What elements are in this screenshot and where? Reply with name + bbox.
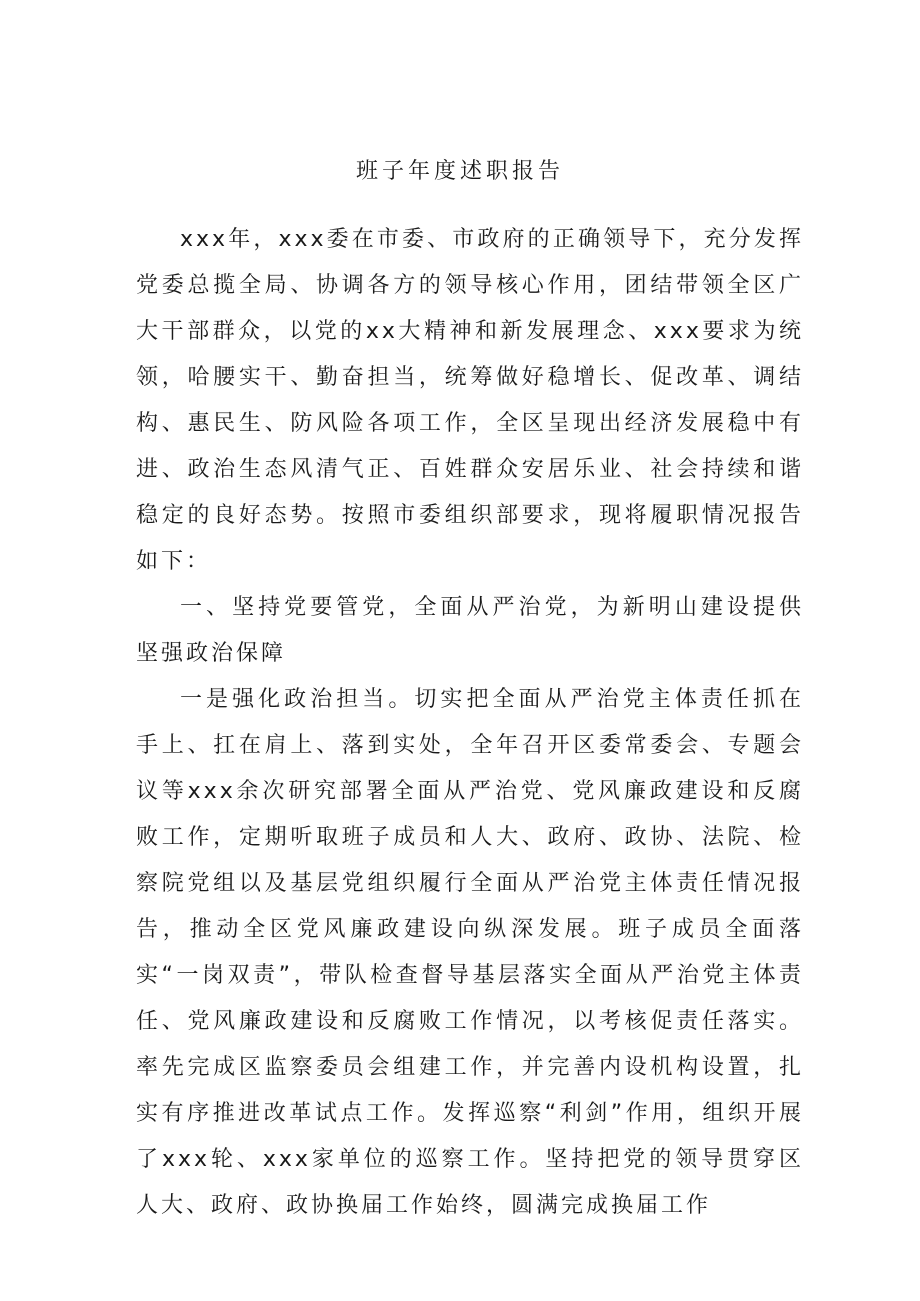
paragraph-intro: xxx年，xxx委在市委、市政府的正确领导下，充分发挥党委总揽全局、协调各方的领导核心作用，团结带领全区广大干部群众，以党的xx大精神和新发展理念、xxx要求为统领，哈腰实干、勤奋担当，统筹做好稳增长、促改革、调结构、惠民生、防风险各项工作，全区呈现出经济发展稳中有进、政治生态风清气正、百姓群众安居乐业、社会持续和谐稳定的良好态势。按照市委组织部要求，现将履职情况报告如下： — [136, 227, 804, 574]
document-body — [136, 217, 804, 1229]
document-title: 班子年度述职报告 — [355, 159, 564, 184]
paragraph-political-responsibility: 一是强化政治担当。切实把全面从严治党主体责任抓在手上、扛在肩上、落到实处，全年召开区委常委会、专题会议等xxx余次研究部署全面从严治党、党风廉政建设和反腐败工作，定期听取班子成员和人大、政府、政协、法院、检察院党组以及基层党组织履行全面从严治党主体责任情况报告，推动全区党风廉政建设向纵深发展。班子成员全面落实“一岗双责”，带队检查督导基层落实全面从严治党主体责任、党风廉政建设和反腐败工作情况，以考核促责任落实。率先完成区监察委员会组建工作，并完善内设机构设置，扎实有序推进改革试点工作。发挥巡察“利剑”作用，组织开展了xxx轮、xxx家单位的巡察工作。坚持把党的领导贯穿区人大、政府、政协换届工作始终，圆满完成换届工作 — [136, 687, 804, 1218]
paragraph-section-heading: 一、坚持党要管党，全面从严治党，为新明山建设提供坚强政治保障 — [136, 595, 804, 666]
